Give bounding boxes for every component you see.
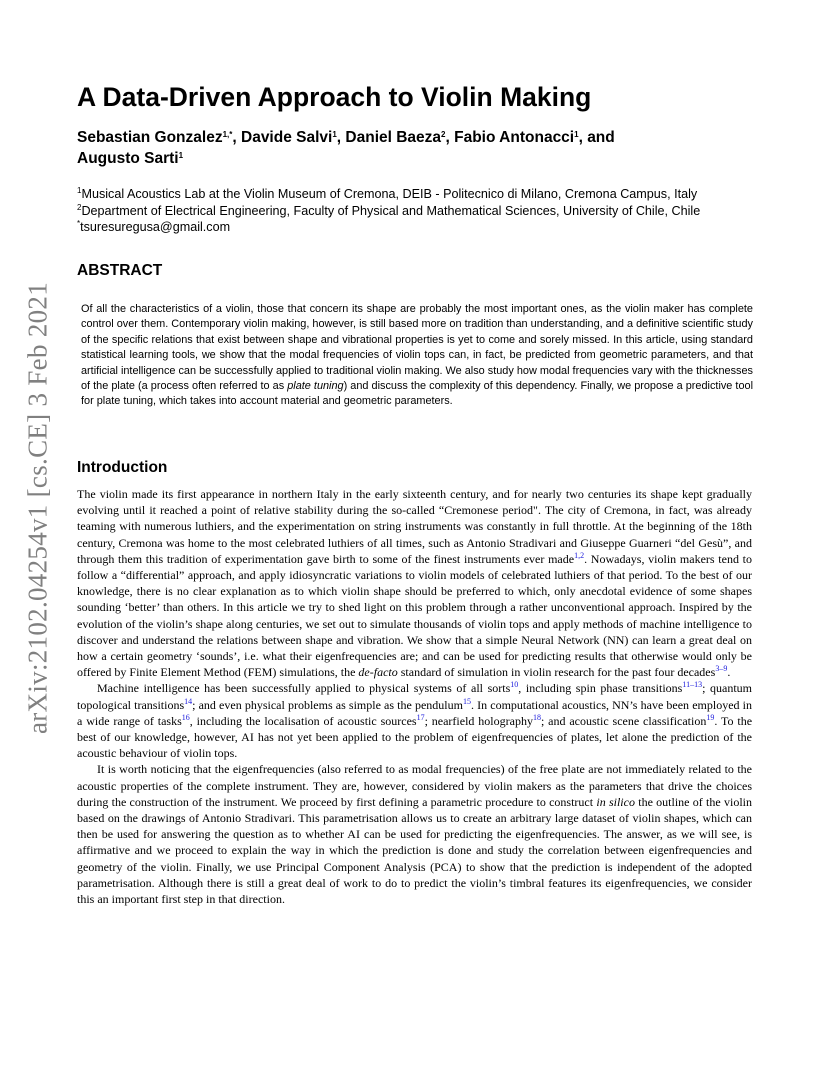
author-affiliation-mark: 1,* (222, 130, 233, 139)
citation-link[interactable]: 17 (416, 712, 425, 722)
body-text: standard of simulation in violin research for the past four decades (397, 665, 716, 680)
affiliation-item (77, 219, 777, 236)
author-name: Sebastian Gonzalez (77, 129, 223, 146)
author-name: Davide Salvi (241, 129, 333, 146)
citation-link[interactable]: 16 (181, 712, 190, 722)
italic-term: in silico (596, 794, 635, 809)
citation-link[interactable]: 19 (706, 712, 715, 722)
body-text: . To the best of our knowledge, however, AI has not yet been applied to the problem of eigenfrequencies of plates, let alone the prediction of the acoustic behaviour of violin tops. (77, 713, 753, 761)
paper-title: A Data-Driven Approach to Violin Making (77, 82, 592, 112)
affiliation-mark: 2 (77, 202, 82, 212)
affiliation-list (77, 186, 777, 236)
author-affiliation-mark: 1 (332, 130, 337, 139)
citation-link[interactable]: 3–9 (715, 664, 728, 674)
citation-link[interactable]: 1,2 (574, 550, 585, 560)
intro-paragraph-1 (77, 486, 752, 680)
italic-term: de-facto (358, 665, 398, 680)
citation-link[interactable]: 10 (510, 680, 519, 690)
author-name: Fabio Antonacci (454, 129, 575, 146)
affiliation-item (77, 186, 777, 203)
affiliation-item (77, 203, 777, 220)
author-affiliation-mark: 1 (178, 151, 184, 160)
arxiv-sidebar-stamp (18, 281, 58, 735)
intro-paragraph-3 (77, 761, 752, 907)
author-separator: , (336, 129, 346, 146)
body-text: . Nowadays, violin makers tend to follow a “differential” approach, and apply idiosyncratic variations to violin models of celebrated luthiers of that period. To the best of our knowledge, there is no clear explanation as to which violin shape should be preferred to which, only anecdotal evidence of some shapes sounding ‘better’ than others. In this article we try to shed light on this problem through a rather unconventional approach. Inspired by the evolution of the violin’s shape along centuries, we set out to simulate thousands of violin tops and apply methods of machine intelligence to discover and understand the relations between shape and vibration. We show that a simple Neural Network (NN) can learn a great deal on how a certain geometry ‘sounds’, i.e. what their eigenfrequencies are; and can be used for predicting results that otherwise would only be offered by Finite Element Method (FEM) simulations, the (77, 551, 752, 680)
body-text: ; quantum topological transitions (77, 681, 752, 712)
body-text: Machine intelligence has been successfully applied to physical systems of all sorts (97, 681, 511, 696)
body-text: the outline of the violin based on the drawings of Antonio Stradivari. This parametrisation allows us to create an arbitrary large dataset of violin shapes, which can then be used for answering the question as to whether AI can be used for predicting the eigenfrequencies. The answer, as we will see, is affirmative and we proceed to explain the way in which the prediction is done and study the correlation between eigenfrequencies and geometry of the violin. Finally, we use Principal Component Analysis (PCA) to show that the prediction is independent of the adopted parametrisation. Although there is still a great deal of work to do to predict the violin’s timbral features its eigenfrequencies, we consider this an important first step in that direction. (77, 794, 752, 907)
abstract-text-part: ) and discuss the complexity of this dependency. Finally, we propose a predictive tool for plate tuning, which takes into account material and geometric parameters. (81, 380, 753, 408)
abstract-text-part: Of all the characteristics of a violin, those that concern its shape are probably the most important ones, as the violin maker has complete control over them. Contemporary violin making, however, is still based more on tradition than understanding, and a definitive scientific study of the specific relations that exist between shape and vibrational properties is yet to come and sorely missed. In this article, using standard statistical learning tools, we show that the modal frequencies of violin tops can, in fact, be predicted from geometric parameters, and that artificial intelligence can be successfully applied to traditional violin making. We also study how modal frequencies vary with the thicknesses of the plate (a process often referred to as (81, 303, 753, 393)
body-text: ; and acoustic scene classification (540, 713, 707, 728)
introduction-body (77, 486, 752, 907)
body-text: ; and even physical problems as simple as the pendulum (192, 697, 463, 712)
author-separator: , (232, 129, 241, 146)
body-text: The violin made its first appearance in northern Italy in the early sixteenth century, and for nearly two centuries its shape kept gradually evolving until it reached a point of relative stability during the so-called “Cremonese period". The city of Cremona, in fact, was already teaming with numerous luthiers, and the experimentation on string instruments was constantly in full throttle. At the beginning of the 18th century, Cremona was home to the most celebrated luthiers of all times, such as Antonio Stradivari and Giuseppe Guarneri “del Gesù”, and through them this tradition of experimentation gave birth to some of the finest instruments ever made (77, 487, 752, 566)
author-name: Daniel Baeza (345, 129, 442, 146)
affiliation-text: Musical Acoustics Lab at the Violin Museum of Cremona, DEIB - Politecnico di Milano, Cremona Campus, Italy (81, 187, 698, 201)
body-text: . In computational acoustics, NN’s have been employed in a wide range of tasks (77, 697, 752, 728)
citation-link[interactable]: 15 (462, 696, 471, 706)
abstract-italic-term: plate tuning (287, 380, 344, 393)
abstract-heading: ABSTRACT (77, 262, 163, 279)
citation-link[interactable]: 11–13 (682, 680, 703, 690)
affiliation-mark: * (77, 219, 81, 228)
body-text: It is worth noticing that the eigenfrequencies (also referred to as modal frequencies) of the free plate are not immediately related to the acoustic properties of the complete instrument. They are, however, considered by violin makers as the parameters that drive the choices during the construction of the instrument. We proceed by first defining a parametric procedure to construct (77, 762, 752, 809)
author-separator: , and (578, 129, 615, 146)
body-text: . (727, 665, 731, 680)
body-text: ; nearfield holography (424, 713, 533, 728)
introduction-heading: Introduction (77, 459, 168, 476)
body-text: , including the localisation of acoustic sources (189, 713, 417, 728)
affiliation-mark: 1 (77, 186, 82, 195)
abstract-text (81, 302, 753, 410)
citation-link[interactable]: 18 (532, 712, 541, 722)
contact-email: tsuresuregusa@gmail.com (80, 220, 231, 234)
author-name: Augusto Sarti (77, 150, 179, 167)
intro-paragraph-2 (77, 680, 752, 761)
citation-link[interactable]: 14 (184, 696, 193, 706)
affiliation-text: Department of Electrical Engineering, Faculty of Physical and Mathematical Sciences, University of Chile, Chile (81, 203, 701, 218)
arxiv-identifier: arXiv:2102.04254v1 [cs.CE] 3 Feb 2021 (22, 281, 53, 735)
author-list (77, 127, 767, 169)
author-separator: , (445, 129, 455, 146)
author-affiliation-mark: 1 (574, 130, 579, 139)
author-affiliation-mark: 2 (441, 130, 446, 139)
body-text: , including spin phase transitions (518, 681, 683, 696)
